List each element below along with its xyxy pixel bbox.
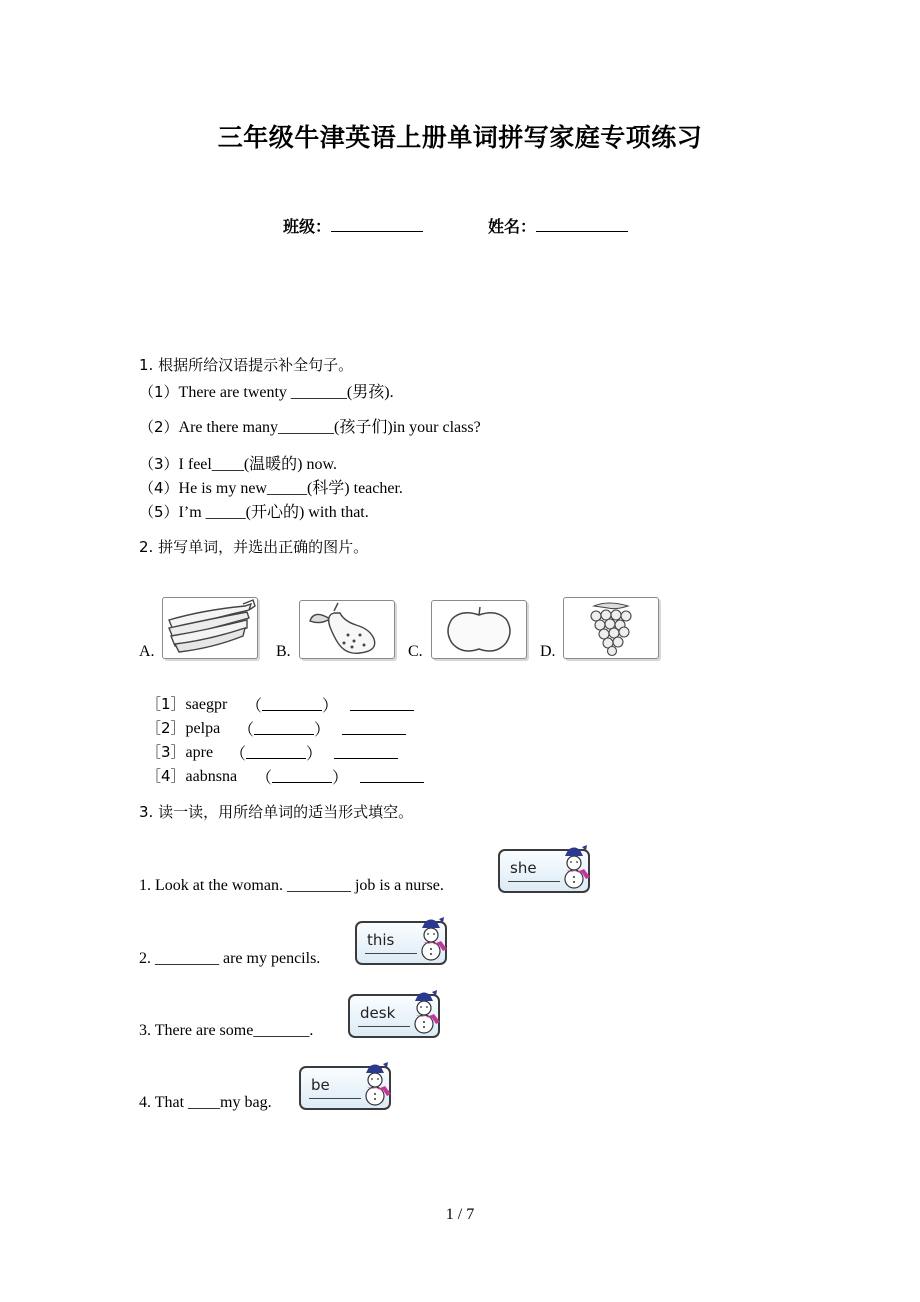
hint-word: this (367, 931, 395, 949)
q2-item-word: saegpr (185, 696, 228, 713)
option-letter-b: B. (276, 643, 291, 660)
word-blank[interactable] (342, 717, 406, 735)
q2-item (146, 693, 227, 714)
word-hint-card (498, 849, 590, 893)
q1-item-text: I’m _____(开心的) with that. (178, 504, 369, 521)
q2-heading: 2. 拼写单词，并选出正确的图片。 (139, 538, 369, 556)
name-blank[interactable] (536, 214, 628, 232)
snowman-icon (556, 843, 596, 893)
grapes-picture (563, 597, 659, 659)
word-blank[interactable] (360, 765, 424, 783)
class-field (283, 214, 423, 237)
q2-item-num: ［3］ (146, 743, 186, 761)
q1-item-num: （4） (139, 479, 179, 497)
name-label: 姓名： (488, 217, 537, 236)
q1-item (139, 414, 481, 437)
q1-item-text: Are there many_______(孩子们)in your class? (178, 419, 481, 436)
q2-item-num: ［4］ (146, 767, 186, 785)
q2-item-word: aabnsna (185, 768, 238, 785)
pear-icon (300, 601, 394, 658)
q2-item (146, 765, 237, 786)
name-field (488, 214, 628, 237)
option-letter-d: D. (540, 643, 556, 660)
q2-item-num: ［2］ (146, 719, 186, 737)
picture-choice-blank[interactable] (254, 717, 314, 735)
bananas-icon (163, 598, 257, 658)
q1-item-text: He is my new_____(科学) teacher. (178, 480, 403, 497)
class-label: 班级： (283, 217, 332, 236)
apple-picture (431, 600, 527, 659)
snowman-icon (406, 988, 446, 1038)
picture-choice-blank[interactable] (246, 741, 306, 759)
q3-item-text: 1. Look at the woman. ________ job is a nurse. (139, 877, 444, 894)
q2-item-num: ［1］ (146, 695, 186, 713)
q2-answer-row: （ ） (230, 741, 398, 764)
option-letter-c: C. (408, 643, 423, 660)
hint-word: be (311, 1076, 330, 1094)
hint-word: desk (360, 1004, 396, 1022)
word-hint-card (299, 1066, 391, 1110)
word-blank[interactable] (350, 693, 414, 711)
q3-item-text: 2. ________ are my pencils. (139, 950, 321, 967)
q3-item-text: 4. That ____my bag. (139, 1094, 272, 1111)
q1-item (139, 451, 337, 474)
q3-item-text: 3. There are some_______. (139, 1022, 314, 1039)
page-number: 1 / 7 (445, 1206, 475, 1223)
q2-item (146, 741, 213, 762)
q1-item-text: I feel____(温暖的) now. (178, 456, 338, 473)
word-hint-card (348, 994, 440, 1038)
snowman-icon (413, 915, 453, 965)
q1-item (139, 379, 394, 402)
picture-choice-blank[interactable] (262, 693, 322, 711)
word-hint-card (355, 921, 447, 965)
q1-item-num: （1） (139, 383, 179, 401)
hint-word: she (510, 859, 537, 877)
q1-item (139, 475, 403, 498)
bananas-picture (162, 597, 258, 659)
snowman-icon (357, 1060, 397, 1110)
apple-icon (432, 601, 526, 658)
page-title: 三年级牛津英语上册单词拼写家庭专项练习 (217, 123, 703, 152)
word-blank[interactable] (334, 741, 398, 759)
picture-choice-blank[interactable] (272, 765, 332, 783)
q2-item-word: apre (185, 744, 214, 761)
q2-item (146, 717, 220, 738)
pear-picture (299, 600, 395, 659)
q2-answer-row: （ ） (246, 693, 414, 716)
class-blank[interactable] (331, 214, 423, 232)
q2-item-word: pelpa (185, 720, 221, 737)
q1-item-text: There are twenty _______(男孩). (178, 384, 394, 401)
q1-item-num: （2） (139, 418, 179, 436)
q1-heading: 1. 根据所给汉语提示补全句子。 (139, 356, 354, 374)
q2-answer-row: （ ） (238, 717, 406, 740)
option-letter-a: A. (139, 643, 155, 660)
q1-item-num: （3） (139, 455, 179, 473)
grapes-icon (564, 598, 658, 658)
q1-item (139, 499, 369, 522)
q3-heading: 3. 读一读，用所给单词的适当形式填空。 (139, 803, 414, 821)
q2-answer-row: （ ） (256, 765, 424, 788)
q1-item-num: （5） (139, 503, 179, 521)
